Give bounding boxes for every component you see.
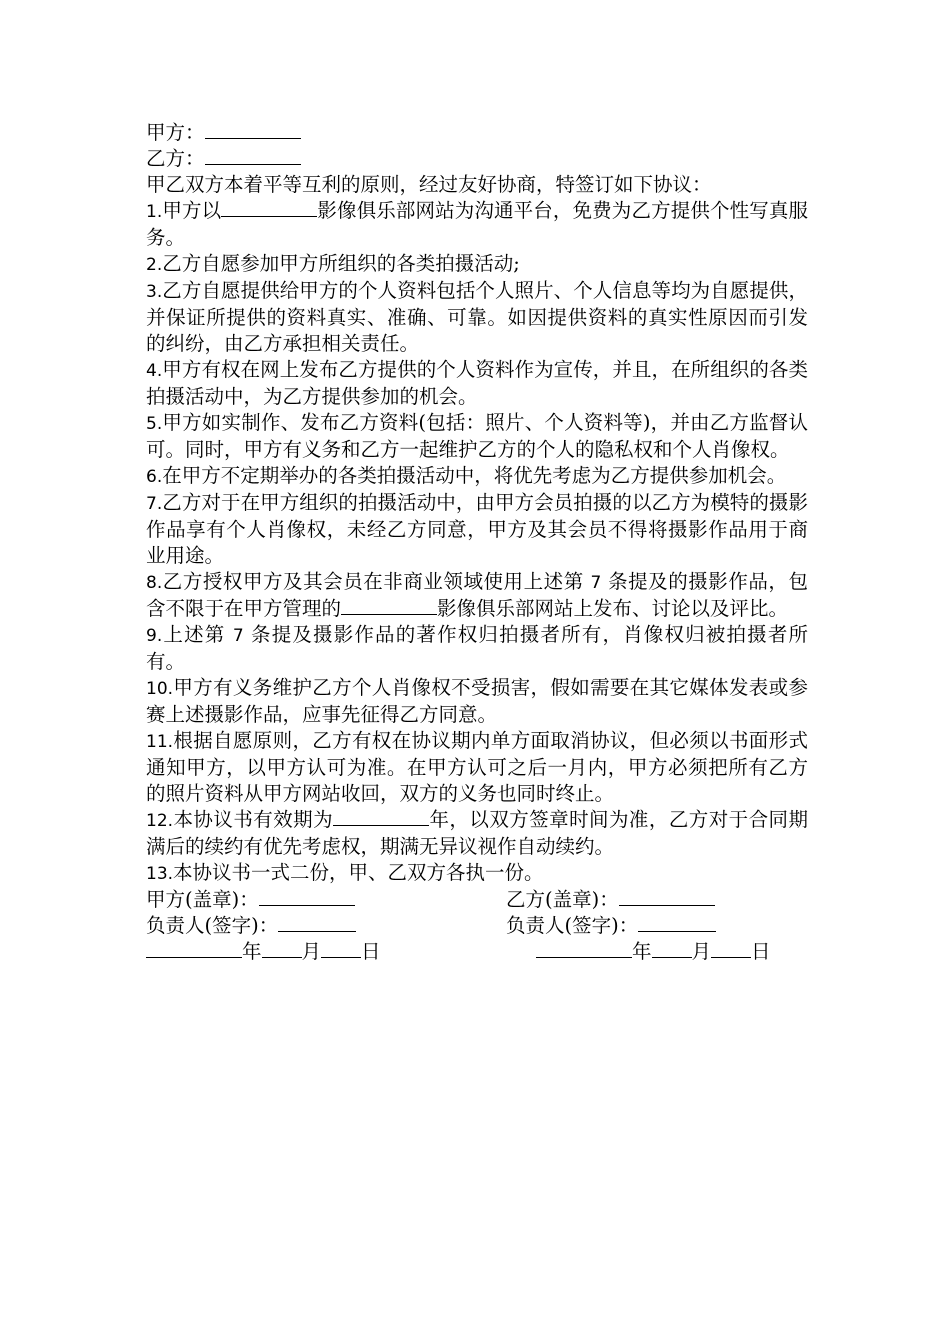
clause-4: 4.甲方有权在网上发布乙方提供的个人资料作为宣传，并且，在所组织的各类拍摄活动中，为乙方提供参加的机会。 [146,358,808,408]
party-a-signature-blank [278,913,356,932]
clause-2: 2.乙方自愿参加甲方所组织的各类拍摄活动; [146,252,520,275]
club-name-blank [221,198,317,217]
day-blank [321,939,361,958]
party-b-seal-blank [619,887,715,906]
term-years-blank [333,807,429,826]
party-a-signature: 负责人(签字)： [146,913,356,939]
year-blank [146,939,242,958]
party-b-date: 年 月 日 [536,939,771,965]
clause-7: 7.乙方对于在甲方组织的拍摄活动中，由甲方会员拍摄的以乙方为模特的摄影作品享有个人肖像权，未经乙方同意，甲方及其会员不得将摄影作品用于商业用途。 [146,491,808,567]
intro-text: 甲乙双方本着平等互利的原则，经过友好协商，特签订如下协议： [146,173,712,196]
month-blank [262,939,302,958]
party-b-line: 乙方： [146,146,808,172]
clause-3: 3.乙方自愿提供给甲方的个人资料包括个人照片、个人信息等均为自愿提供，并保证所提供的资料真实、准确、可靠。如因提供资料的真实性原因而引发的纠纷，由乙方承担相关责任。 [146,279,808,355]
clause-13: 13.本协议书一式二份，甲、乙双方各执一份。 [146,861,544,884]
clause-10: 10.甲方有义务维护乙方个人肖像权不受损害，假如需要在其它媒体发表或参赛上述摄影作品，应事先征得乙方同意。 [146,676,808,726]
month-blank [652,939,692,958]
party-a-blank [205,120,301,139]
party-a-line: 甲方： [146,120,808,146]
party-a-date: 年 月 日 [146,939,381,965]
party-b-signature: 负责人(签字)： [506,913,716,939]
contract-body [146,120,808,965]
party-b-seal: 乙方(盖章)： [506,887,715,913]
clause-1: 1.甲方以 影像俱乐部网站为沟通平台，免费为乙方提供个性写真服务。 [146,199,808,249]
club-name-blank-2 [341,596,437,615]
year-blank [536,939,632,958]
party-a-seal: 甲方(盖章)： [146,887,355,913]
seal-row [146,887,808,913]
clause-9: 9.上述第 7 条提及摄影作品的著作权归拍摄者所有，肖像权归被拍摄者所有。 [146,623,808,673]
party-b-signature-blank [638,913,716,932]
date-row [146,939,808,965]
party-a-seal-blank [259,887,355,906]
clause-12: 12.本协议书有效期为 年，以双方签章时间为准，乙方对于合同期满后的续约有优先考虑权，期满无异议视作自动续约。 [146,808,808,858]
day-blank [711,939,751,958]
clause-5: 5.甲方如实制作、发布乙方资料(包括：照片、个人资料等)，并由乙方监督认可。同时，甲方有义务和乙方一起维护乙方的个人的隐私权和个人肖像权。 [146,411,808,461]
clause-8: 8.乙方授权甲方及其会员在非商业领域使用上述第 7 条提及的摄影作品，包含不限于在甲方管理的 影像俱乐部网站上发布、讨论以及评比。 [146,570,808,620]
clause-6: 6.在甲方不定期举办的各类拍摄活动中，将优先考虑为乙方提供参加机会。 [146,464,787,487]
party-b-blank [205,146,301,165]
clause-11: 11.根据自愿原则，乙方有权在协议期内单方面取消协议，但必须以书面形式通知甲方，以甲方认可为准。在甲方认可之后一月内，甲方必须把所有乙方的照片资料从甲方网站收回，双方的义务也同时终止。 [146,729,808,805]
signature-row [146,913,808,939]
